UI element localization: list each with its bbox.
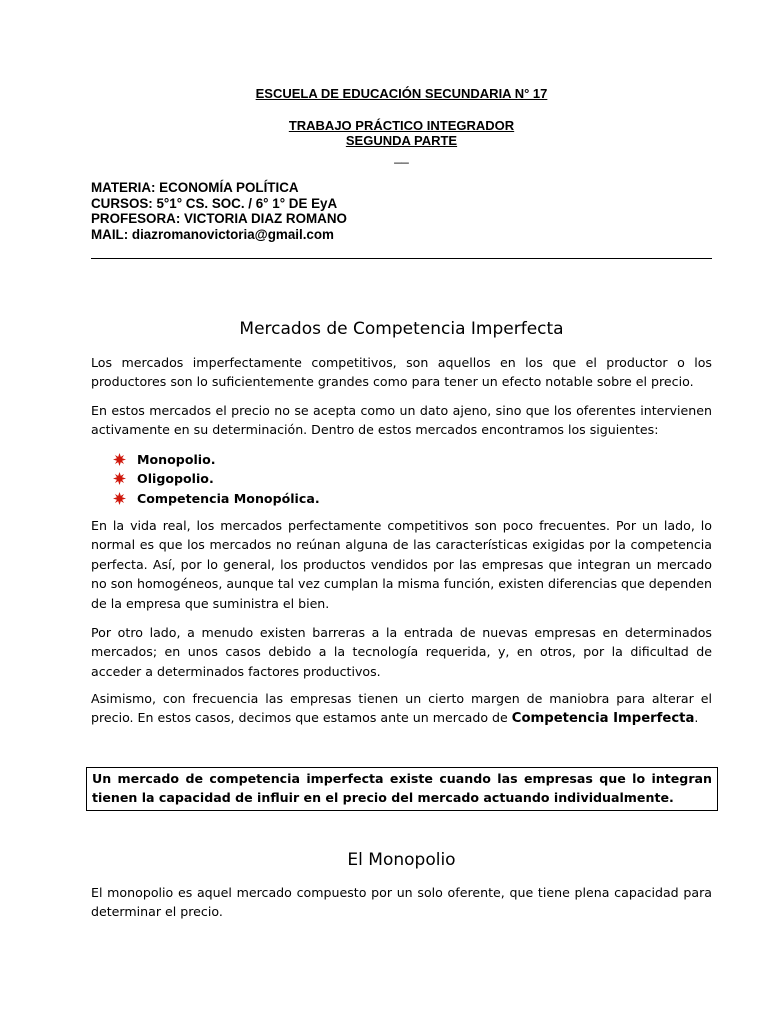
paragraph-5: Asimismo, con frecuencia las empresas tienen un cierto margen de maniobra para alterar el precio. En estos casos, decimos que estamos ante un mercado de Competencia Imperfecta.	[91, 691, 712, 727]
starburst-bullet-icon	[113, 453, 126, 466]
paragraph-2: En estos mercados el precio no se acepta como un dato ajeno, sino que los oferentes intervienen activamente en su determinación. Dentro de estos mercados encontramos los siguientes:	[91, 403, 712, 438]
assignment-subtitle: SEGUNDA PARTE	[345, 133, 458, 148]
header-divider	[91, 258, 712, 259]
paragraph-4: Por otro lado, a menudo existen barreras a la entrada de nuevas empresas en determinados mercados; en unos casos debido a la tecnología requerida, y, en otros, por la dificultad de acceder a determinados factores productivos.	[91, 625, 712, 679]
paragraph-1: Los mercados imperfectamente competitivos, son aquellos en los que el productor o los productores son lo suficientemente grandes como para tener un efecto notable sobre el precio.	[91, 355, 712, 390]
school-name: ESCUELA DE EDUCACIÓN SECUNDARIA N° 17	[255, 86, 548, 101]
mail-line: MAIL: diazromanovictoria@gmail.com	[91, 226, 334, 242]
section-heading-monopolio: El Monopolio	[347, 850, 456, 870]
cursos-line: CURSOS: 5°1° CS. SOC. / 6° 1° DE EyA	[91, 195, 338, 211]
list-item: Monopolio.	[113, 450, 320, 469]
title-dash: __	[394, 149, 409, 164]
list-item: Oligopolio.	[113, 469, 320, 488]
starburst-bullet-icon	[113, 472, 126, 485]
paragraph-3: En la vida real, los mercados perfectamente competitivos son poco frecuentes. Por un lado, lo normal es que los mercados no reúnan alguna de las características exigidas por la competencia perfecta. Así, por lo general, los productos vendidos por las empresas que integran un mercado no son homogéneos, aunque tal vez cumplan la misma función, existen diferencias que dependen de la empresa que suministra el bien.	[91, 518, 712, 611]
starburst-bullet-icon	[113, 492, 126, 505]
materia-line: MATERIA: ECONOMÍA POLÍTICA	[91, 180, 299, 195]
market-types-list	[113, 450, 320, 508]
definition-box: Un mercado de competencia imperfecta existe cuando las empresas que lo integran tienen la capacidad de influir en el precio del mercado actuando individualmente.	[86, 767, 718, 811]
list-item: Competencia Monopólica.	[113, 489, 320, 508]
profesora-line: PROFESORA: VICTORIA DIAZ ROMANO	[91, 211, 347, 227]
section-heading-competencia-imperfecta: Mercados de Competencia Imperfecta	[239, 319, 564, 339]
highlight-competencia-imperfecta: Competencia Imperfecta	[511, 711, 695, 727]
monopolio-paragraph: El monopolio es aquel mercado compuesto por un solo oferente, que tiene plena capacidad para determinar el precio.	[91, 885, 712, 920]
course-info	[91, 180, 712, 242]
assignment-title: TRABAJO PRÁCTICO INTEGRADOR	[288, 118, 515, 133]
